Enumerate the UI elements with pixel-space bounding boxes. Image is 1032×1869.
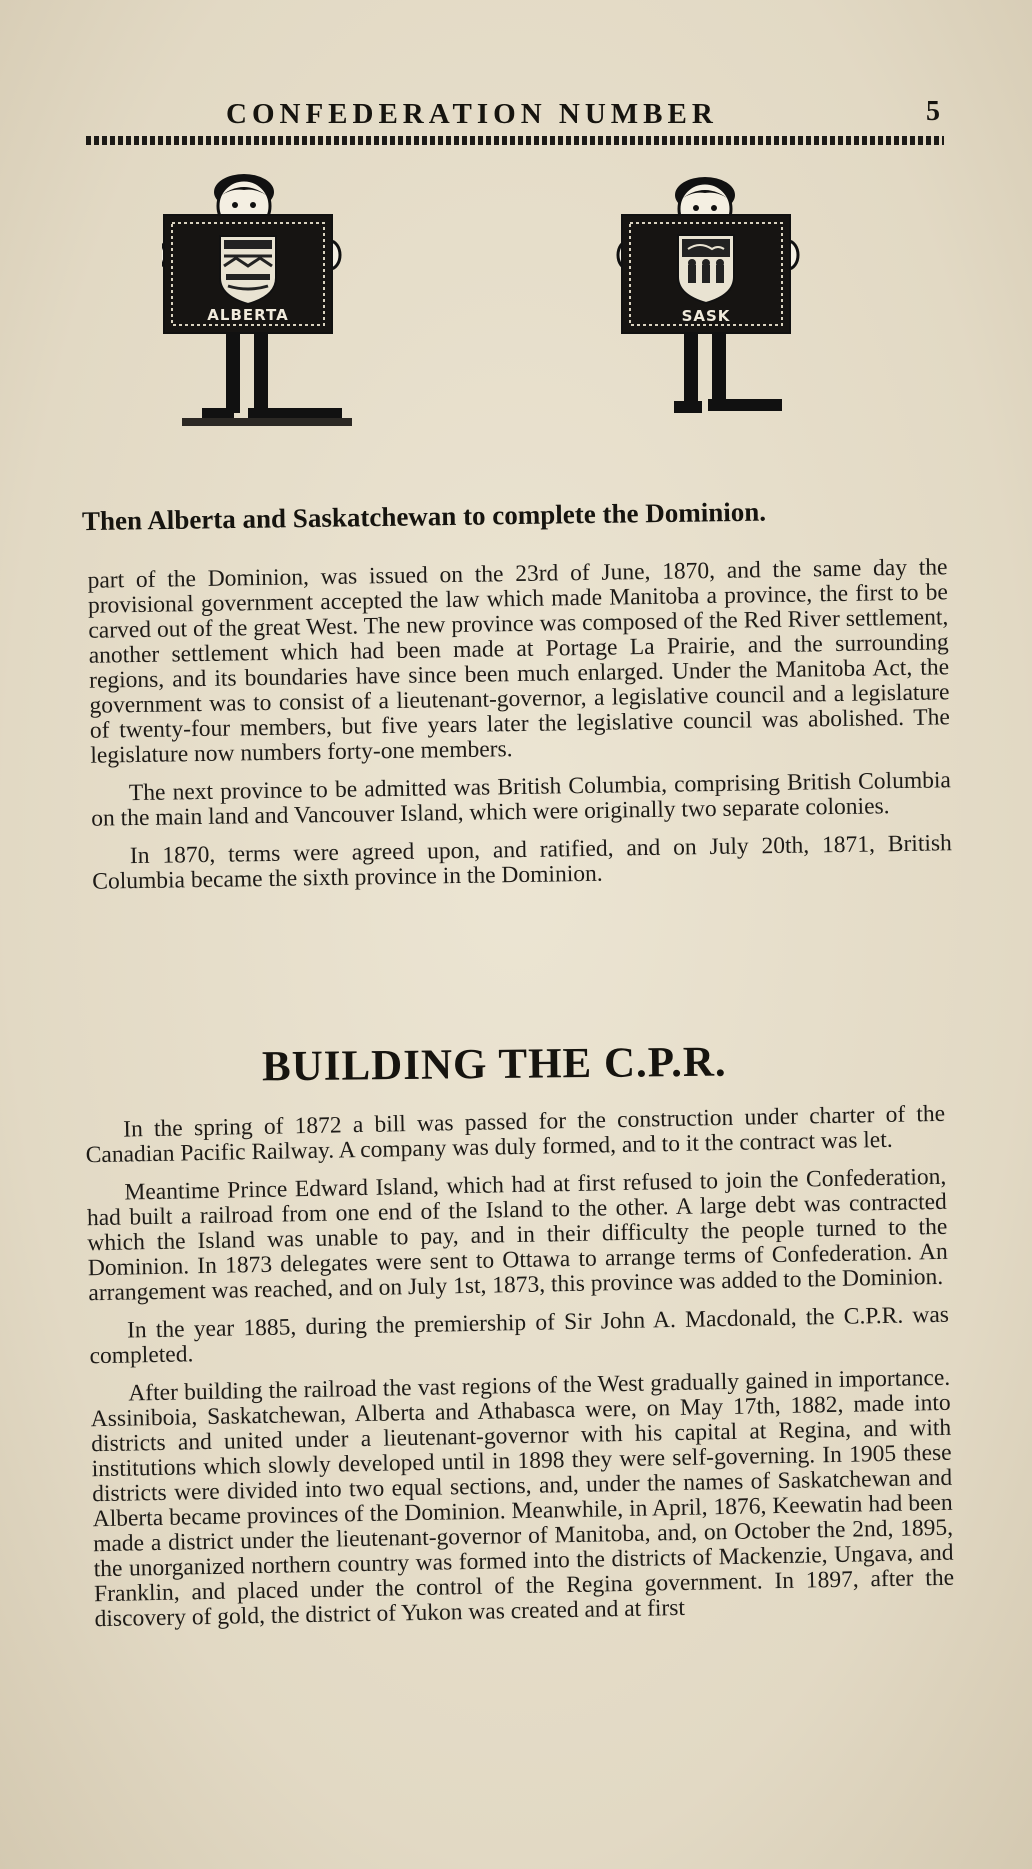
paragraph: part of the Dominion, was issued on the 23rd of June, 1870, and the same day the provisional government accepted the law which made Manitoba a province, the first to be carved out of the great West. The new province was composed of the Red River settlement, another settlement which had been made at Portage La Prairie, and the surrounding regions, and its boundaries have since been much enlarged. Under the Manitoba Act, the government was to consist of a lieutenant-governor, a legislative council and a legislature of twenty-four members, but five years later the legislative council was abolished. The legislature now numbers forty-one members. <box>87 554 951 769</box>
paragraph: In the spring of 1872 a bill was passed for the construction under charter of the Canadian Pacific Railway. A company was duly formed, and to it the contract was let. <box>85 1100 946 1169</box>
running-title: CONFEDERATION NUMBER <box>226 98 718 130</box>
saskatchewan-figure <box>600 175 850 505</box>
paragraph: In the year 1885, during the premiership of Sir John A. Macdonald, the C.P.R. was completed. <box>89 1301 950 1370</box>
alberta-figure <box>162 170 412 500</box>
saskatchewan-crest-icon <box>678 235 734 303</box>
page-header <box>86 92 948 132</box>
section-cpr <box>85 1102 955 1645</box>
section-manitoba-bc <box>87 555 952 907</box>
dotted-rule <box>86 136 944 145</box>
figure-caption: Then Alberta and Saskatchewan to complete the Dominion. <box>81 496 767 537</box>
sask-banner-text: SASK <box>681 307 731 325</box>
saskatchewan-figure-illustration <box>600 175 850 505</box>
paragraph: The next province to be admitted was British Columbia, comprising British Columbia on the main land and Vancouver Island, which were originally two separate colonies. <box>91 767 952 832</box>
alberta-crest-icon <box>220 236 276 304</box>
paragraph: Meantime Prince Edward Island, which had at first refused to join the Confederation, had built a railroad from one end of the Island to the other. A large debt was contracted which the Island was unable to pay, and in their difficulty the people turned to the Dominion. In 1873 delegates were sent to Ottawa to arrange terms of Confederation. An arrangement was reached, and on July 1st, 1873, this province was added to the Dominion. <box>86 1163 948 1307</box>
alberta-figure-illustration <box>162 170 412 500</box>
alberta-banner-text: ALBERTA <box>207 306 289 324</box>
paragraph: After building the railroad the vast regions of the West gradually gained in importance. Assiniboia, Saskatchewan, Alberta and Athabasca were, on May 17th, 1882, made into districts and united under a lieutenant-governor with his capital at Regina, and with institutions which slowly developed until in 1898 they were self-governing. In 1905 these districts were divided into two equal sections, and, under the names of Saskatchewan and Alberta became provinces of the Dominion. Meanwhile, in April, 1876, Keewatin had been made a district under the lieutenant-governor of Manitoba, and, on October the 2nd, 1895, the unorganized northern country was formed into the districts of Mackenzie, Ungava, and Franklin, and placed under the control of the Regina government. In 1897, after the discovery of gold, the district of Yukon was created and at first <box>90 1364 955 1633</box>
page-number: 5 <box>926 96 940 127</box>
paragraph: In 1870, terms were agreed upon, and ratified, and on July 20th, 1871, British Columbia became the sixth province in the Dominion. <box>92 830 953 895</box>
section-heading: BUILDING THE C.P.R. <box>261 1038 727 1091</box>
